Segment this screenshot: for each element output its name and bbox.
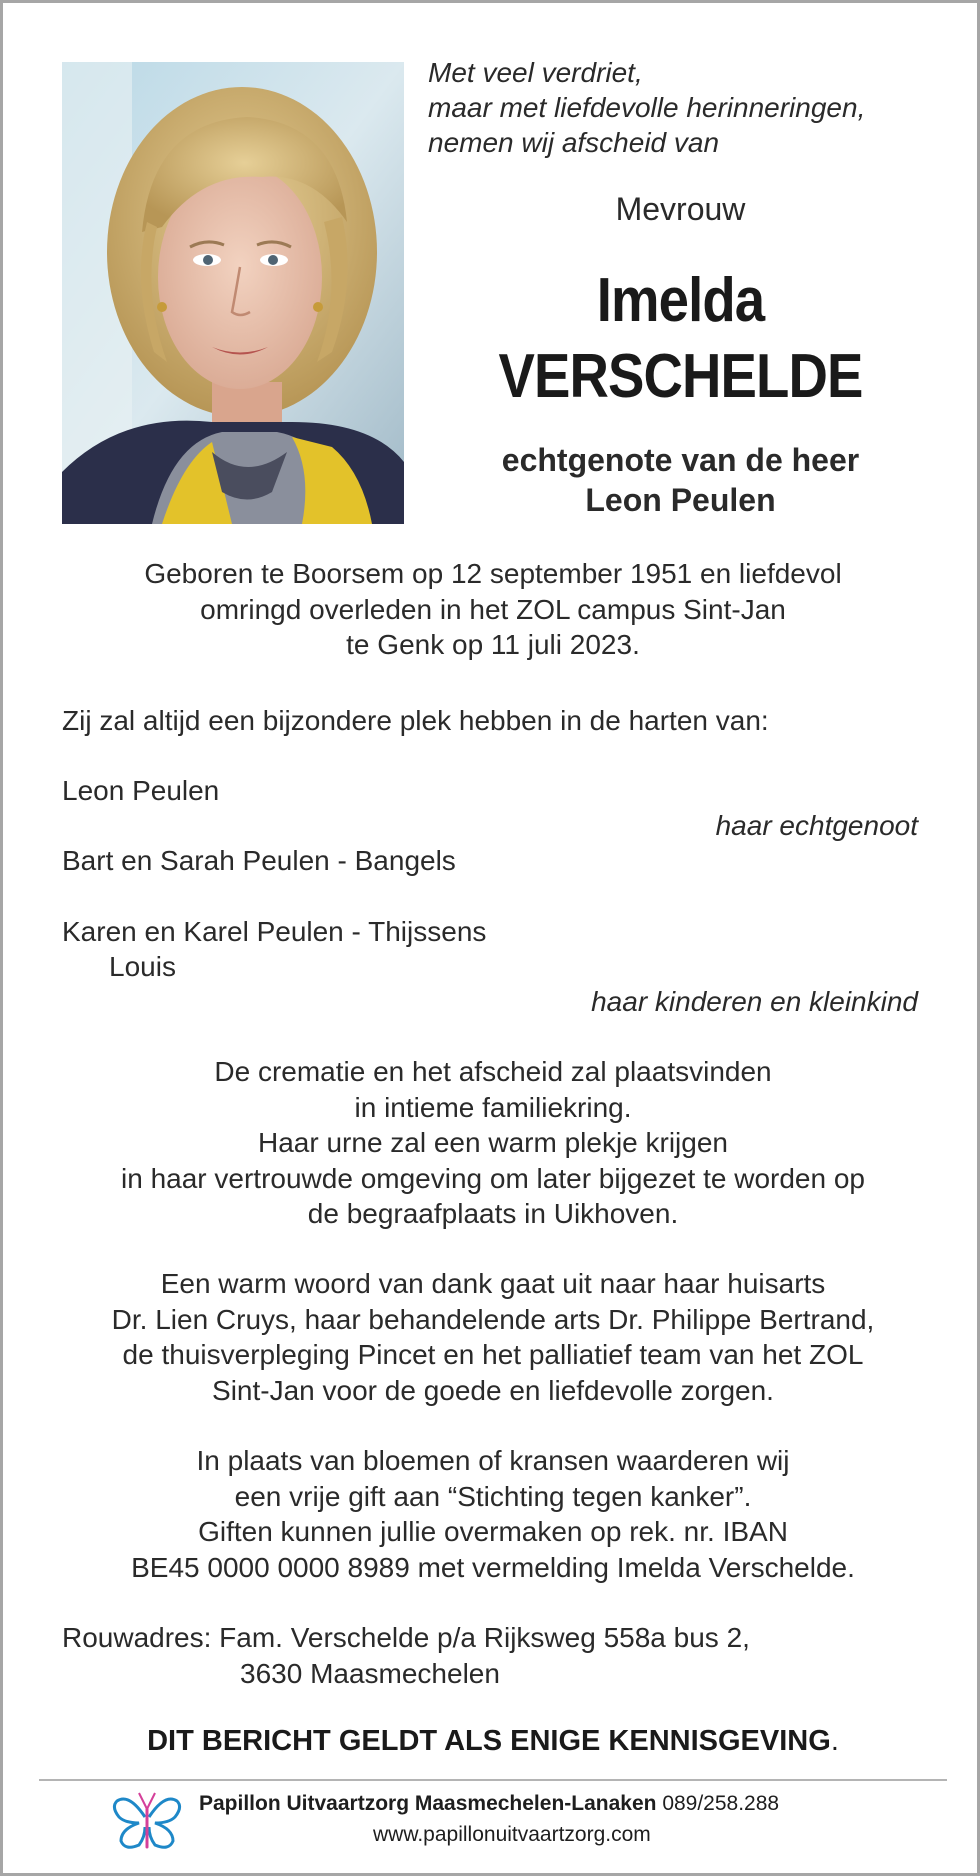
- paragraph-line: omringd overleden in het ZOL campus Sint-Jan: [200, 593, 786, 625]
- footer-divider: [39, 1779, 947, 1781]
- notice-text: DIT BERICHT GELDT ALS ENIGE KENNISGEVING: [147, 1725, 831, 1757]
- paragraph-line: in haar vertrouwde omgeving om later bijgezet te worden op: [121, 1162, 865, 1194]
- company-website[interactable]: www.papillonuitvaartzorg.com: [373, 1823, 651, 1846]
- address-line: 3630 Maasmechelen: [240, 1657, 500, 1689]
- thanks-paragraph: [43, 1266, 943, 1408]
- notice-suffix: .: [830, 1725, 839, 1757]
- intro-line: nemen wij afscheid van: [428, 127, 720, 158]
- paragraph-line: te Genk op 11 juli 2023.: [346, 629, 640, 660]
- butterfly-icon: [109, 1787, 185, 1855]
- paragraph-line: Haar urne zal een warm plekje krijgen: [258, 1127, 728, 1158]
- company-name: Papillon Uitvaartzorg Maasmechelen-Lanaken: [199, 1792, 657, 1815]
- deceased-last-name: VERSCHELDE: [498, 342, 863, 411]
- spouse-line: echtgenote van de heer: [501, 442, 860, 478]
- birth-death-paragraph: [43, 556, 943, 663]
- paragraph-line: In plaats van bloemen of kransen waarderen wij: [196, 1445, 790, 1476]
- family-intro: [62, 703, 769, 739]
- grandchild: Louis: [109, 951, 176, 982]
- paragraph-line: de begraafplaats in Uikhoven.: [307, 1198, 679, 1229]
- paragraph-line: Sint-Jan voor de goede en liefdevolle zorgen.: [212, 1374, 774, 1406]
- official-notice: [43, 1725, 943, 1758]
- portrait-photo: [62, 62, 404, 524]
- paragraph-line: De crematie en het afscheid zal plaatsvinden: [214, 1056, 772, 1087]
- spouse-reference: [433, 440, 928, 520]
- child-2: Karen en Karel Peulen - Thijssens: [62, 916, 487, 947]
- deceased-first-name: Imelda: [596, 266, 765, 335]
- child-1: Bart en Sarah Peulen - Bangels: [62, 845, 456, 876]
- company-phone: 089/258.288: [662, 1792, 780, 1815]
- spouse-line: Leon Peulen: [585, 482, 776, 518]
- intro-line: Met veel verdriet,: [428, 57, 643, 88]
- intro-line: maar met liefdevolle herinneringen,: [428, 92, 866, 123]
- address-line: Rouwadres: Fam. Verschelde p/a Rijksweg 558a bus 2,: [62, 1622, 750, 1653]
- funeral-company: [199, 1792, 779, 1816]
- paragraph-line: een vrije gift aan “Stichting tegen kanker”.: [234, 1480, 752, 1512]
- paragraph-line: BE45 0000 0000 8989 met vermelding Imelda Verschelde.: [131, 1551, 855, 1583]
- paragraph-line: de thuisverpleging Pincet en het palliatief team van het ZOL: [122, 1339, 864, 1370]
- spouse-name: Leon Peulen: [62, 775, 220, 806]
- donation-paragraph: [43, 1443, 943, 1585]
- family-intro-line: Zij zal altijd een bijzondere plek hebben in de harten van:: [62, 705, 769, 736]
- paragraph-line: Geboren te Boorsem op 12 september 1951 en liefdevol: [144, 558, 842, 589]
- spouse-role: haar echtgenoot: [715, 810, 918, 841]
- mourning-address: [62, 1620, 750, 1691]
- intro-text: [428, 55, 948, 160]
- ceremony-paragraph: [43, 1054, 943, 1232]
- paragraph-line: Giften kunnen jullie overmaken op rek. nr. IBAN: [198, 1516, 788, 1547]
- paragraph-line: Een warm woord van dank gaat uit naar haar huisarts: [160, 1268, 826, 1299]
- children-role: haar kinderen en kleinkind: [591, 986, 918, 1017]
- salutation: Mevrouw: [615, 191, 746, 227]
- paragraph-line: in intieme familiekring.: [354, 1091, 632, 1123]
- paragraph-line: Dr. Lien Cruys, haar behandelende arts Dr. Philippe Bertrand,: [111, 1303, 875, 1335]
